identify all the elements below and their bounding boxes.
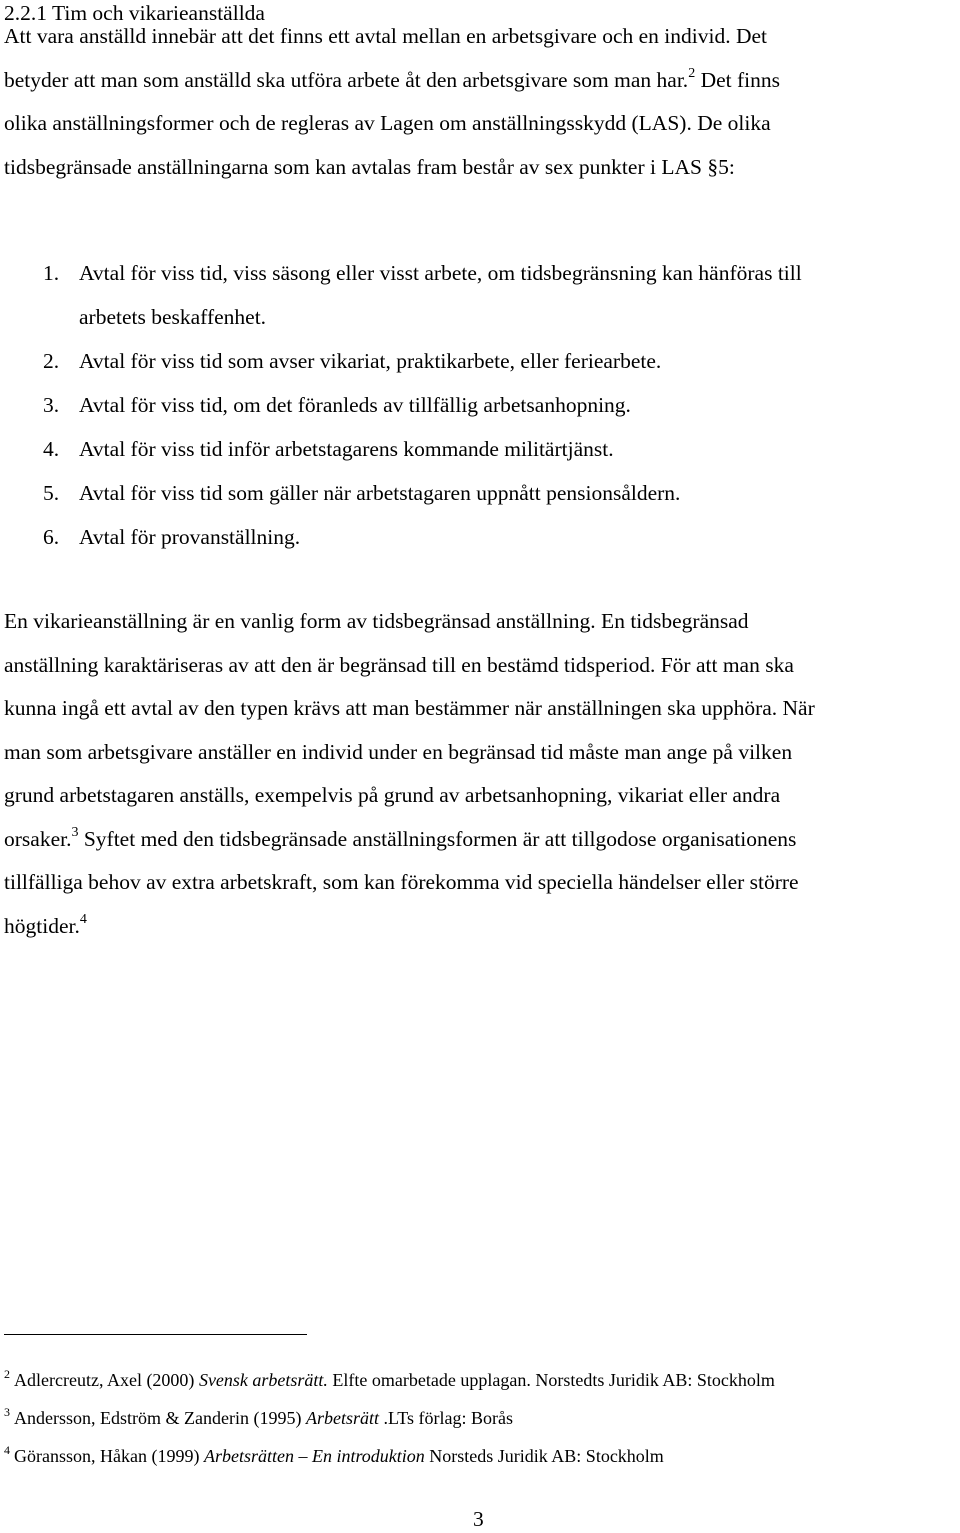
- las-points-list: [43, 251, 943, 559]
- paragraph-temporary-employment: [4, 600, 944, 948]
- footnote-text: .LTs förlag: Borås: [378, 1408, 514, 1428]
- footnote-text: Andersson, Edström & Zanderin (1995): [14, 1408, 306, 1428]
- list-item: [43, 339, 943, 383]
- footnote-ref: 4: [79, 911, 87, 927]
- list-text: Avtal för viss tid, om det föranleds av tillfällig arbetsanhopning.: [79, 393, 631, 417]
- paragraph-line: anställning karaktäriseras av att den är begränsad till en bestämd tidsperiod. För att man ska: [4, 652, 794, 677]
- section-heading: 2.2.1 Tim och vikarieanställda: [4, 1, 265, 25]
- footnote-item: [4, 1400, 944, 1438]
- paragraph-line: kunna ingå ett avtal av den typen krävs att man bestämmer när anställningen ska upphöra. När: [4, 696, 815, 720]
- paragraph-line: Att vara anställd innebär att det finns ett avtal mellan en arbetsgivare och en individ. Det: [4, 24, 767, 48]
- footnote-title: Svensk arbetsrätt.: [198, 1370, 328, 1390]
- footnote-item: [4, 1438, 944, 1476]
- footnote-text: Norsteds Juridik AB: Stockholm: [424, 1446, 664, 1466]
- footnote-separator: [4, 1334, 307, 1335]
- list-number: 1.: [43, 261, 60, 285]
- list-number: 6.: [43, 525, 60, 549]
- list-number: 4.: [43, 437, 60, 461]
- list-number: 3.: [43, 393, 60, 417]
- paragraph-line: man som arbetsgivare anställer en individ under en begränsad tid måste man ange på vilken: [4, 739, 793, 764]
- footnote-text: Adlercreutz, Axel (2000): [14, 1370, 199, 1390]
- paragraph-line: grund arbetstagaren anställs, exempelvis på grund av arbetsanhopning, vikariat eller andra: [4, 783, 781, 807]
- list-text: Avtal för viss tid som avser vikariat, praktikarbete, eller feriearbete.: [79, 349, 662, 373]
- text-fragment: Det finns: [695, 67, 780, 92]
- list-number: 5.: [43, 481, 60, 505]
- page-number: 3: [473, 1507, 484, 1531]
- list-text: Avtal för provanställning.: [79, 525, 301, 549]
- footnote-mark: 2: [4, 1367, 10, 1381]
- list-text: Avtal för viss tid som gäller när arbetstagaren uppnått pensionsåldern.: [79, 481, 681, 505]
- list-item: [43, 515, 943, 559]
- footnote-mark: 4: [4, 1443, 10, 1457]
- paragraph-line: [4, 818, 944, 862]
- paragraph-line: tillfälliga behov av extra arbetskraft, som kan förekomma vid speciella händelser eller större: [4, 870, 799, 894]
- list-item: [43, 251, 943, 339]
- footnote-title: Arbetsrätt: [305, 1408, 379, 1428]
- paragraph-line: En vikarieanställning är en vanlig form av tidsbegränsad anställning. En tidsbegränsad: [4, 609, 749, 633]
- paragraph-employment-forms: [4, 15, 944, 189]
- paragraph-line: tidsbegränsade anställningarna som kan avtalas fram består av sex punkter i LAS §5:: [4, 154, 735, 179]
- list-item: [43, 471, 943, 515]
- list-number: 2.: [43, 349, 60, 373]
- footnote-ref: 2: [688, 65, 696, 81]
- text-fragment: orsaker.: [4, 826, 72, 851]
- list-item: [43, 383, 943, 427]
- list-text: Avtal för viss tid, viss säsong eller visst arbete, om tidsbegränsning kan hänföras till: [79, 261, 802, 285]
- footnote-title: Arbetsrätten – En introduktion: [203, 1446, 425, 1466]
- footnote-ref: 3: [71, 824, 79, 840]
- list-item: [43, 427, 943, 471]
- paragraph-line: [4, 905, 944, 949]
- list-text: Avtal för viss tid inför arbetstagarens kommande militärtjänst.: [79, 437, 614, 461]
- text-fragment: betyder att man som anställd ska utföra arbete åt den arbetsgivare som man har.: [4, 67, 689, 92]
- footnote-item: [4, 1362, 944, 1400]
- footnotes: [4, 1362, 944, 1476]
- paragraph-line: [4, 59, 944, 103]
- text-fragment: högtider.: [4, 913, 80, 938]
- footnote-mark: 3: [4, 1405, 10, 1419]
- paragraph-line: olika anställningsformer och de regleras av Lagen om anställningsskydd (LAS). De olika: [4, 111, 771, 135]
- footnote-text: Göransson, Håkan (1999): [14, 1446, 204, 1466]
- list-text: arbetets beskaffenhet.: [79, 305, 267, 329]
- text-fragment: Syftet med den tidsbegränsade anställningsformen är att tillgodose organisationens: [78, 826, 797, 851]
- footnote-text: Elfte omarbetade upplagan. Norstedts Juridik AB: Stockholm: [327, 1370, 775, 1390]
